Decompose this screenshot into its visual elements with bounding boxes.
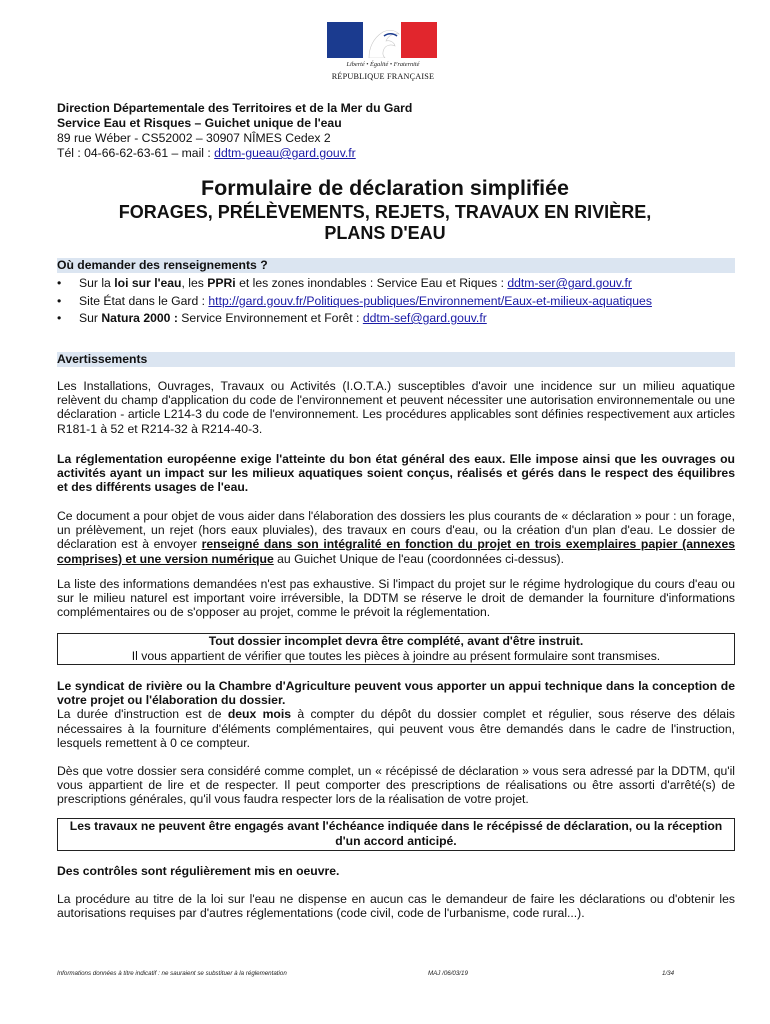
sef-email-link[interactable]: ddtm-sef@gard.gouv.fr xyxy=(362,311,487,325)
controls-paragraph: Des contrôles sont régulièrement mis en oeuvre. xyxy=(57,864,340,878)
issuer-street: 89 rue Wéber - CS52002 – 30907 NÎMES Cedex 2 xyxy=(57,131,331,145)
form-title: Formulaire de déclaration simplifiée xyxy=(201,176,569,200)
bullet-icon: • xyxy=(57,276,62,290)
eu-regulation-paragraph: La réglementation européenne exige l'atteinte du bon état général des eaux. Elle impose ainsi que les ouvrages ou activités ayant un impact sur les milieux aquatiques soient conçus, réalisés et gérés dans le respect des équilibres et des différents usages de l'eau. xyxy=(57,452,735,495)
footer-page-number: 1/34 xyxy=(662,970,675,977)
info-text: et les zones inondables : Service Eau et Riques : xyxy=(235,276,508,290)
notice-title: Tout dossier incomplet devra être complété, avant d'être instruit. xyxy=(208,634,584,648)
republic-name: RÉPUBLIQUE FRANÇAISE xyxy=(331,72,435,81)
form-subtitle-line2: PLANS D'EAU xyxy=(324,223,446,243)
form-subtitle-line1: FORAGES, PRÉLÈVEMENTS, REJETS, TRAVAUX EN RIVIÈRE, xyxy=(118,202,652,222)
notice-text: Il vous appartient de vérifier que toutes les pièces à joindre au présent formulaire sont transmises. xyxy=(131,648,661,663)
paragraph-emphasis: renseigné dans son intégralité en fonction du projet en trois exemplaires papier (annexes comprises) et une version numérique xyxy=(57,537,736,566)
list-item xyxy=(57,310,747,328)
info-list xyxy=(57,275,747,328)
receipt-paragraph: Dès que votre dossier sera considéré comme complet, un « récépissé de déclaration » vous sera adressé par la DDTM, qu'il vous appartient de lire et de respecter. Il peut comporter des prescriptions de réalisations ou être assorti d'arrêté(s) de prescriptions générales, qu'il vous faudra respecter lors de la réalisation de votre projet. xyxy=(57,764,735,807)
issuer-direction: Direction Départementale des Territoires et de la Mer du Gard xyxy=(57,101,413,115)
info-text: Service Environnement et Forêt : xyxy=(177,311,363,325)
info-text: , les xyxy=(181,276,208,290)
form-subtitle xyxy=(30,202,740,244)
issuer-phone: Tél : 04-66-62-63-61 – mail : xyxy=(57,146,215,160)
paragraph-emphasis: deux mois xyxy=(227,707,292,722)
paragraph-text: Ce document a pour objet de vous aider dans l'élaboration des dossiers les plus courants de « déclaration » pour : un forage, un prélèvement, un rejet (hors eaux pluviales), des travaux en cours d'eau, ou la création d'un plan d'eau. Le dossier de déclaration est à envoyer xyxy=(57,509,735,552)
other-regulations-paragraph: La procédure au titre de la loi sur l'eau ne dispense en aucun cas le demandeur de faire les déclarations ou d'obtenir les autorisations requises par d'autres réglementations (code civil, code de l'urbanisme, code rural...). xyxy=(57,892,735,921)
republique-francaise-logo xyxy=(325,22,441,84)
ser-email-link[interactable]: ddtm-ser@gard.gouv.fr xyxy=(507,276,632,290)
list-item xyxy=(57,293,747,311)
marianne-icon xyxy=(355,24,405,58)
paragraph-emphasis: Le syndicat de rivière ou la Chambre d'Agriculture peuvent vous apporter un appui technique dans la conception de votre projet ou l'élaboration du dossier. xyxy=(57,679,735,708)
issuer-service: Service Eau et Risques – Guichet unique de l'eau xyxy=(57,116,342,130)
paragraph-text: La durée d'instruction est de xyxy=(57,707,228,722)
bullet-icon: • xyxy=(57,293,62,308)
republic-motto: Liberté • Égalité • Fraternité xyxy=(346,61,420,68)
info-section-heading: Où demander des renseignements ? xyxy=(57,258,735,273)
issuer-contact xyxy=(57,146,457,161)
warnings-section-heading: Avertissements xyxy=(57,352,735,367)
bullet-icon: • xyxy=(57,311,62,325)
paragraph-text: au Guichet Unique de l'eau (coordonnées ci-dessus). xyxy=(273,551,564,566)
footer-update-date: MAJ /06/03/19 xyxy=(428,970,468,977)
issuer-address xyxy=(57,101,457,161)
incomplete-dossier-notice xyxy=(57,633,735,665)
info-text-bold: loi sur l'eau xyxy=(114,276,182,290)
footer-disclaimer: Informations données à titre indicatif : ne sauraient se substituer à la réglementation xyxy=(57,970,287,977)
list-item xyxy=(57,275,747,293)
iota-paragraph: Les Installations, Ouvrages, Travaux ou Activités (I.O.T.A.) susceptibles d'avoir une incidence sur un milieu aquatique relèvent du champ d'application du code de l'environnement et peuvent nécessiter une autorisation environnementale ou une déclaration - article L214-3 du code de l'environnement. Les procédures applicables sont définies respectivement aux articles R181-1 à 52 et R214-32 à R214-40-3. xyxy=(57,379,735,436)
info-text: Site État dans le Gard : xyxy=(79,293,209,308)
document-purpose-paragraph xyxy=(57,509,735,566)
info-text-bold: Natura 2000 : xyxy=(101,311,178,325)
works-start-notice: Les travaux ne peuvent être engagés avant l'échéance indiquée dans le récépissé de déclaration, ou la réception d'un accord anticipé. xyxy=(57,818,735,851)
technical-support-paragraph xyxy=(57,679,735,750)
info-text: Sur xyxy=(79,311,102,325)
paragraph-text: à compter du dépôt du dossier complet et régulier, sous réserve des délais nécessaires à la fourniture d'éléments complémentaires, qui peuvent vous être demandés dans le cadre de l'instruction, lesquels remettent à 0 ce compteur. xyxy=(57,707,736,750)
information-list-paragraph: La liste des informations demandées n'est pas exhaustive. Si l'impact du projet sur le régime hydrologique du cours d'eau ou sur le milieu naturel est important voire irréversible, la DDTM se réserve le droit de demander la fourniture d'informations complémentaires ou de s'opposer au projet, comme le prévoit la réglementation. xyxy=(57,577,735,620)
gard-website-link[interactable]: http://gard.gouv.fr/Politiques-publiques/Environnement/Eaux-et-milieux-aquatiques xyxy=(208,293,652,308)
info-text-bold: PPRi xyxy=(207,276,236,290)
issuer-email-link[interactable]: ddtm-gueau@gard.gouv.fr xyxy=(214,146,356,160)
info-text: Sur la xyxy=(79,276,115,290)
